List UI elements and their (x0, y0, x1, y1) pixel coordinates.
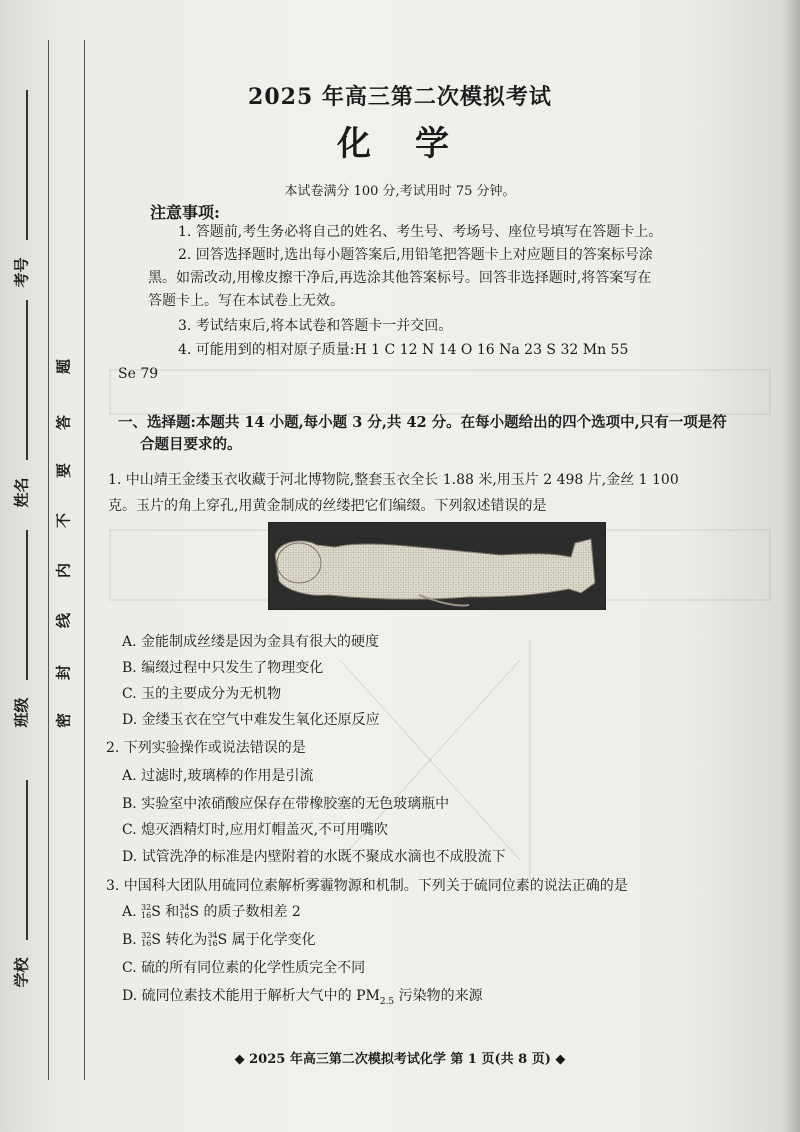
q3-a-mid: S 和 (151, 904, 180, 920)
q2-stem: 2. 下列实验操作或说法错误的是 (106, 740, 306, 756)
q3-a-iso2-z: 16 (179, 911, 190, 920)
page-edge-shadow (782, 0, 800, 1132)
note-line: 黑。如需改动,用橡皮擦干净后,再选涂其他答案标号。回答非选择题时,将答案写在 (148, 270, 652, 286)
school-blank (26, 780, 28, 940)
seal-char-1: 题 (54, 359, 73, 375)
q1-option-d: D. 金缕玉衣在空气中难发生氧化还原反应 (122, 712, 380, 728)
q3-b-mid: S 转化为 (151, 932, 208, 948)
note-line: 4. 可能用到的相对原子质量:H 1 C 12 N 14 O 16 Na 23 S 32 Mn 55 (178, 342, 629, 358)
note-line: 3. 考试结束后,将本试卷和答题卡一并交回。 (178, 318, 453, 334)
q2-option-a: A. 过滤时,玻璃棒的作用是引流 (122, 768, 314, 784)
q3-a-post: S 的质子数相差 2 (189, 904, 301, 920)
q3-d-pre: D. 硫同位素技术能用于解析大气中的 PM (122, 988, 380, 1004)
q3-d-sub: 2.5 (379, 996, 395, 1007)
jade-suit-illustration (269, 523, 605, 609)
seal-char-8: 密 (54, 713, 73, 729)
q3-option-a (122, 902, 301, 922)
seal-char-3: 要 (54, 463, 73, 479)
exam-meta: 本试卷满分 100 分,考试用时 75 分钟。 (284, 184, 516, 199)
section-line-2: 合题目要求的。 (140, 436, 242, 453)
q3-option-c: C. 硫的所有同位素的化学性质完全不同 (122, 960, 366, 976)
q3-b-iso1-z: 16 (141, 939, 152, 948)
notes-heading: 注意事项: (150, 203, 220, 222)
exam-no-blank (26, 90, 28, 240)
jade-suit-photo (268, 522, 606, 610)
exam-title: 2025 年高三第二次模拟考试 (248, 84, 552, 110)
q3-option-b (122, 930, 316, 950)
note-line: 2. 回答选择题时,选出每小题答案后,用铅笔把答题卡上对应题目的答案标号涂 (178, 247, 653, 263)
subject-title: 化学 (337, 124, 493, 164)
school-label: 学校 (12, 957, 31, 988)
name-label: 姓名 (12, 477, 31, 508)
q1-option-b: B. 编缀过程中只发生了物理变化 (122, 660, 324, 676)
exam-no-label: 考号 (12, 257, 31, 288)
class-label: 班级 (12, 697, 31, 728)
seal-char-4: 不 (54, 513, 73, 529)
page-footer: ◆ 2025 年高三第二次模拟考试化学 第 1 页(共 8 页) ◆ (234, 1052, 566, 1067)
q3-a-prefix: A. (122, 904, 142, 920)
q3-b-iso2-z: 16 (207, 939, 218, 948)
q3-a-iso1-z: 16 (141, 911, 152, 920)
q3-a-iso2-mass: 34 (179, 903, 190, 912)
q2-option-b: B. 实验室中浓硝酸应保存在带橡胶塞的无色玻璃瓶中 (122, 796, 450, 812)
q3-b-iso2-mass: 34 (207, 931, 218, 940)
class-blank (26, 530, 28, 680)
note-line: Se 79 (118, 366, 159, 382)
q3-option-d (122, 986, 483, 1012)
seal-char-2: 答 (54, 415, 73, 431)
q3-a-iso1-mass: 32 (141, 903, 152, 912)
q1-option-a: A. 金能制成丝缕是因为金具有很大的硬度 (122, 634, 380, 650)
name-blank (26, 300, 28, 460)
seal-char-7: 封 (54, 665, 73, 681)
q1-stem-line-2: 克。玉片的角上穿孔,用黄金制成的丝缕把它们编缀。下列叙述错误的是 (108, 498, 547, 514)
note-line: 1. 答题前,考生务必将自己的姓名、考生号、考场号、座位号填写在答题卡上。 (178, 224, 663, 240)
q3-d-post: 污染物的来源 (394, 988, 483, 1004)
seal-char-6: 线 (54, 613, 73, 629)
q3-stem: 3. 中国科大团队用硫同位素解析雾霾物源和机制。下列关于硫同位素的说法正确的是 (106, 878, 628, 894)
q2-option-c: C. 熄灭酒精灯时,应用灯帽盖灭,不可用嘴吹 (122, 822, 389, 838)
section-line-1: 一、选择题:本题共 14 小题,每小题 3 分,共 42 分。在每小题给出的四个选项中,只有一项是符 (118, 414, 727, 431)
q3-b-iso1-mass: 32 (141, 931, 152, 940)
section-heading (118, 412, 778, 456)
q1-stem-line-1: 1. 中山靖王金缕玉衣收藏于河北博物院,整套玉衣全长 1.88 米,用玉片 2 498 片,金丝 1 100 (108, 472, 679, 488)
q2-option-d: D. 试管洗净的标准是内壁附着的水既不聚成水滴也不成股流下 (122, 849, 506, 865)
q1-option-c: C. 玉的主要成分为无机物 (122, 686, 282, 702)
q3-b-prefix: B. (122, 932, 142, 948)
seal-char-5: 内 (54, 563, 73, 579)
note-line: 答题卡上。写在本试卷上无效。 (148, 293, 344, 309)
q3-b-post: S 属于化学变化 (217, 932, 316, 948)
